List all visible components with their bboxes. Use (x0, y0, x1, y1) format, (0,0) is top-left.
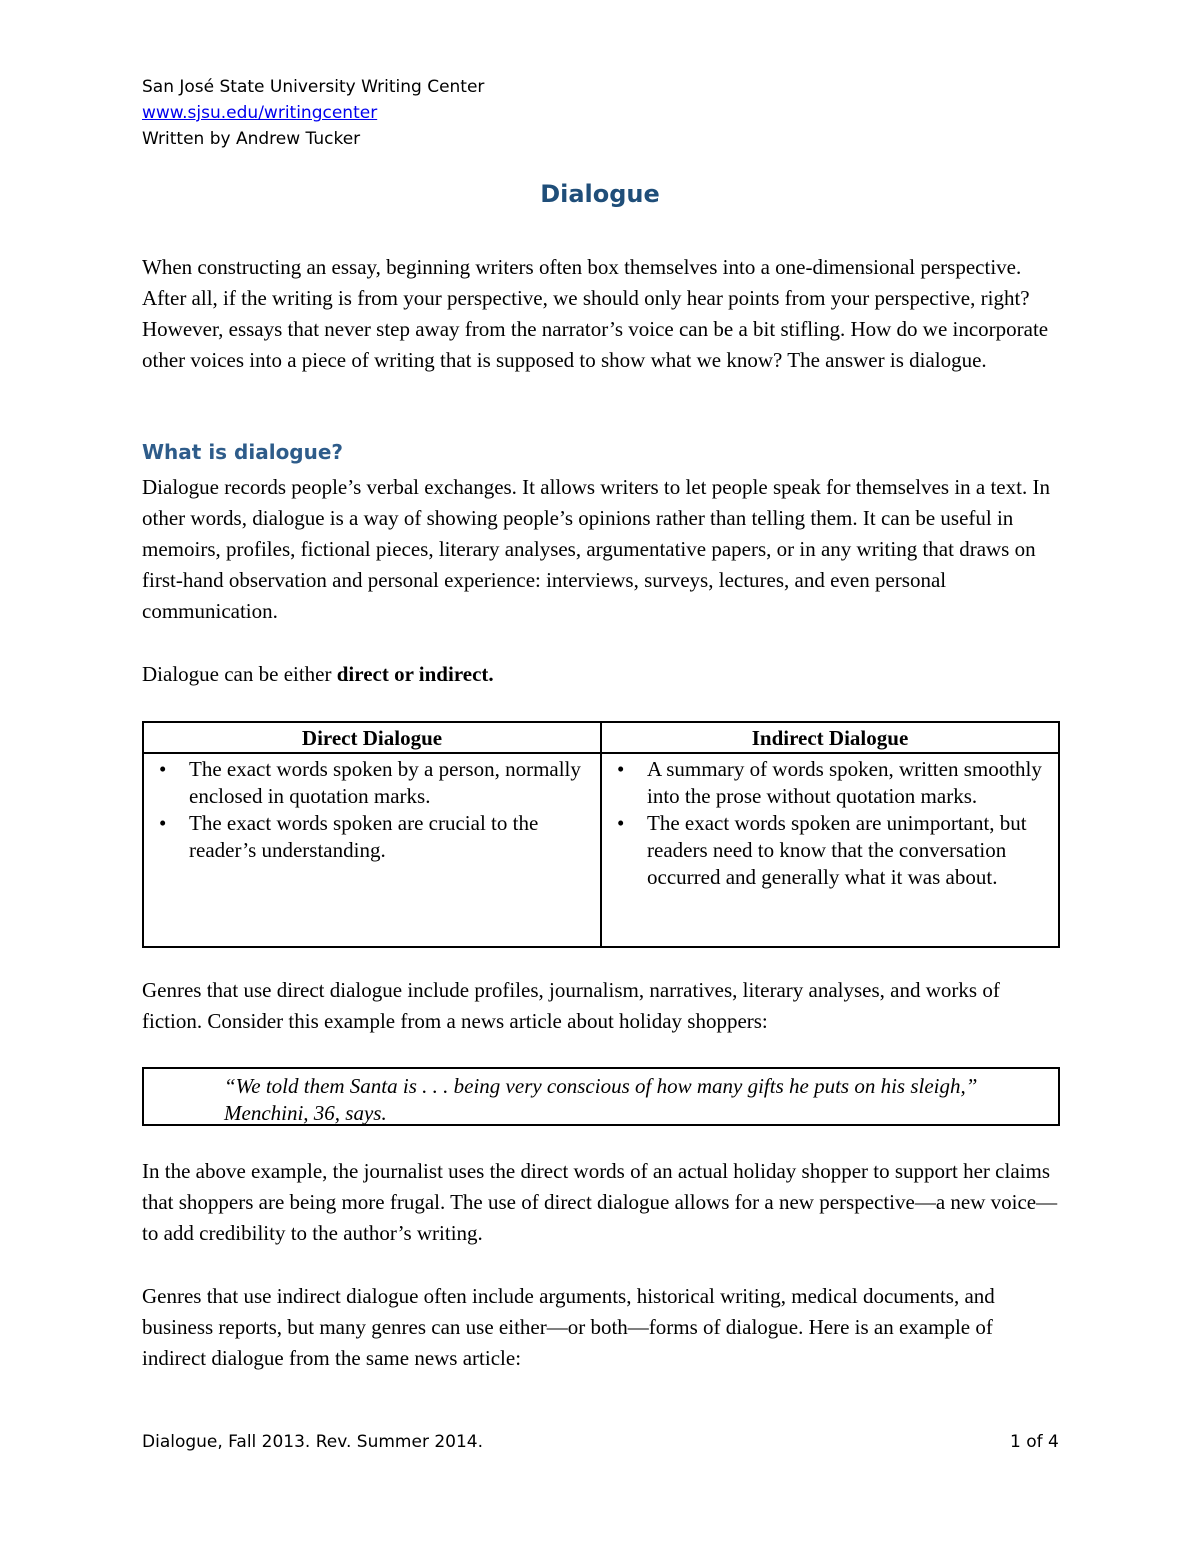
list-item (159, 810, 590, 864)
term-direct: direct (336, 662, 389, 686)
bullet-icon: • (159, 811, 167, 835)
org-name: San José State University Writing Center (142, 77, 485, 97)
list-item-text: The exact words spoken by a person, normally enclosed in quotation marks. (189, 757, 581, 808)
direct-dialogue-list (154, 756, 590, 864)
list-item (617, 810, 1048, 891)
indirect-dialogue-cell (601, 753, 1059, 947)
header-indirect-dialogue: Indirect Dialogue (601, 722, 1059, 753)
list-item-text: A summary of words spoken, written smoothly into the prose without quotation marks. (647, 757, 1042, 808)
writing-center-link[interactable]: www.sjsu.edu/writingcenter (142, 103, 378, 123)
term-indirect: indirect. (418, 662, 494, 686)
page-number: 1 of 4 (1010, 1432, 1059, 1452)
table-row (143, 753, 1059, 947)
direct-dialogue-cell (143, 753, 601, 947)
definition-paragraph: Dialogue records people’s verbal exchanges. It allows writers to let people speak for themselves in a text. In other words, dialogue is a way of showing people’s opinions rather than telling them. It can be useful in memoirs, profiles, fictional pieces, literary analyses, argumentative papers, or in any writing that draws on first-hand observation and personal experience: interviews, surveys, lectures, and even personal communication. (142, 475, 1050, 623)
header-direct-dialogue: Direct Dialogue (143, 722, 601, 753)
section-heading: What is dialogue? (142, 440, 344, 464)
direct-indirect-sentence (142, 659, 1062, 690)
bullet-icon: • (159, 757, 167, 781)
example-quote-box (142, 1067, 1060, 1126)
intro-paragraph: When constructing an essay, beginning writers often box themselves into a one-dimensional perspective. After all, if the writing is from your perspective, we should only hear points from your perspective, right? However, essays that never step away from the narrator’s voice can be a bit stifling. How do we incorporate other voices into a piece of writing that is supposed to show what we know? The answer is dialogue. (142, 255, 1049, 372)
either-prefix: Dialogue can be either (142, 662, 337, 686)
genres-indirect-paragraph: Genres that use indirect dialogue often include arguments, historical writing, medical documents, and business reports, but many genres can use either—or both—forms of dialogue. Here is an example of indirect dialogue from the same news article: (142, 1284, 995, 1370)
page-title: Dialogue (540, 180, 660, 208)
genres-direct-paragraph: Genres that use direct dialogue include profiles, journalism, narratives, literary analyses, and works of fiction. Consider this example from a news article about holiday shoppers: (142, 978, 1000, 1033)
term-or: or (388, 662, 419, 686)
list-item (617, 756, 1048, 810)
example-quote: “We told them Santa is . . . being very conscious of how many gifts he puts on his sleigh,” Menchini, 36, says. (224, 1074, 978, 1125)
bullet-icon: • (617, 811, 625, 835)
indirect-dialogue-list (612, 756, 1048, 891)
list-item-text: The exact words spoken are crucial to the reader’s understanding. (189, 811, 539, 862)
author-line: Written by Andrew Tucker (142, 129, 361, 149)
dialogue-comparison-table (142, 721, 1060, 948)
list-item (159, 756, 590, 810)
footer-title: Dialogue, Fall 2013. Rev. Summer 2014. (142, 1432, 484, 1452)
document-header (142, 74, 484, 152)
bullet-icon: • (617, 757, 625, 781)
table-header-row (143, 722, 1059, 753)
analysis-paragraph: In the above example, the journalist uses the direct words of an actual holiday shopper to support her claims that shoppers are being more frugal. The use of direct dialogue allows for a new perspective—a new voice—to add credibility to the author’s writing. (142, 1159, 1058, 1245)
list-item-text: The exact words spoken are unimportant, but readers need to know that the conversation occurred and generally what it was about. (647, 811, 1027, 889)
